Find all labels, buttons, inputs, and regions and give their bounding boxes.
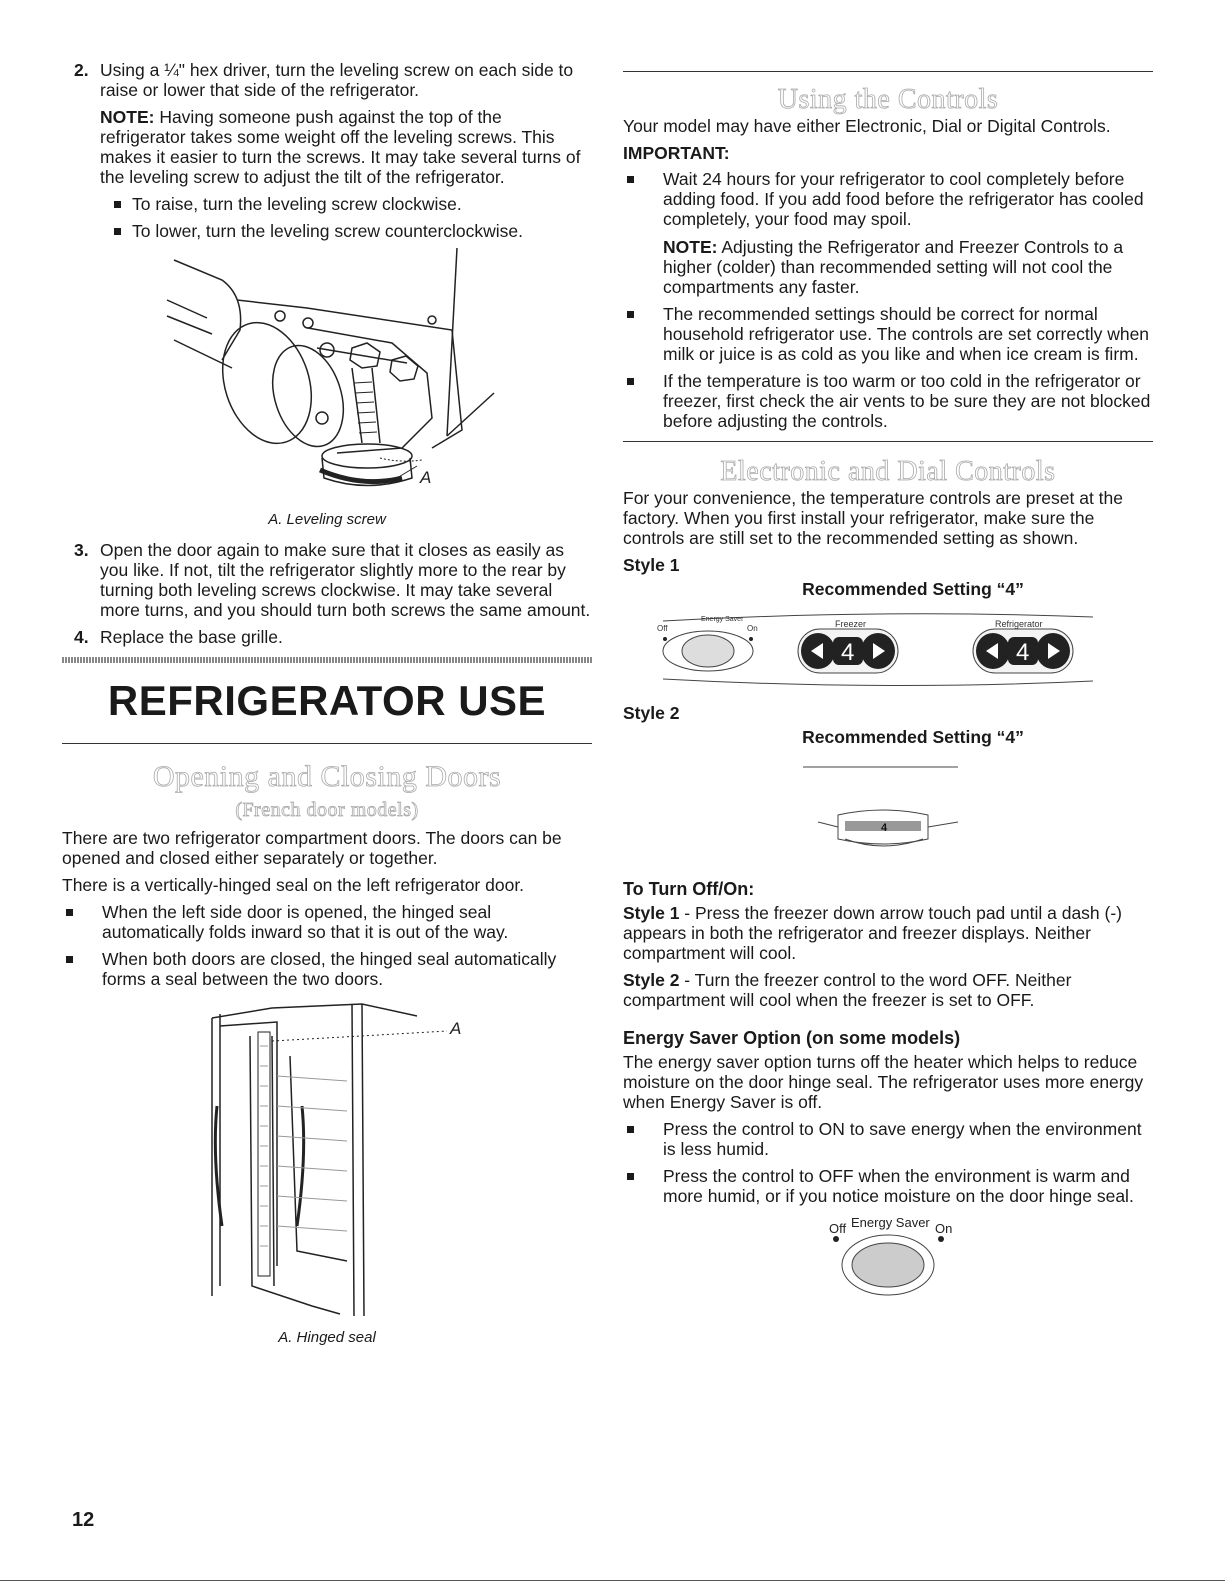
recommended-setting-1: Recommended Setting “4”	[802, 579, 1024, 599]
leveling-screw-illustration	[62, 248, 592, 508]
list-item: Press the control to ON to save energy when the environment is less humid.	[623, 1119, 1153, 1159]
turn-off-on-heading: To Turn Off/On:	[623, 879, 755, 899]
svg-text:On: On	[935, 1221, 953, 1236]
right-column	[623, 60, 1153, 1313]
controls-heading: Using the Controls	[777, 84, 999, 115]
figure-caption: A. Leveling screw	[268, 511, 386, 528]
important-note: NOTE: Adjusting the Refrigerator and Freezer Controls to a higher (colder) than recommended setting will not cool the compartments any faster.	[663, 237, 1124, 297]
svg-text:Refrigerator: Refrigerator	[995, 619, 1043, 629]
energy-saver-control	[623, 1213, 1153, 1313]
list-item: To lower, turn the leveling screw counterclockwise.	[62, 221, 592, 241]
leveling-bullets	[62, 194, 592, 241]
leveling-note	[62, 107, 592, 187]
dial-setting: 4	[881, 822, 888, 834]
doors-paragraph: There is a vertically-hinged seal on the left refrigerator door.	[62, 875, 525, 895]
svg-text:Energy Saver: Energy Saver	[851, 1215, 930, 1230]
list-item: If the temperature is too warm or too cold in the refrigerator or freezer, first check the air vents to be sure they are not blocked before adjusting the controls.	[623, 371, 1153, 431]
style-2-label: Style 2	[623, 703, 680, 723]
callout-a: A	[450, 1019, 462, 1038]
heading-rule	[623, 71, 1153, 72]
page-edge	[0, 1580, 1225, 1581]
style-2-dial	[623, 757, 1153, 867]
freezer-display: 4	[841, 639, 855, 666]
svg-text:On: On	[747, 624, 758, 633]
doors-heading: Opening and Closing Doors	[152, 760, 502, 793]
list-item: Press the control to OFF when the environment is warm and more humid, or if you notice moisture on the door hinge seal.	[623, 1166, 1153, 1206]
electronic-dial-heading: Electronic and Dial Controls	[720, 456, 1056, 487]
step-number: 2.	[74, 60, 89, 80]
note-label: NOTE:	[100, 107, 155, 127]
section-title: REFRIGERATOR USE	[107, 677, 547, 724]
svg-text:Off: Off	[829, 1221, 847, 1236]
electronic-dial-intro: For your convenience, the temperature controls are preset at the factory. When you first install your refrigerator, make sure the controls are still set to the recommended setting as shown.	[623, 488, 1123, 548]
svg-text:Freezer: Freezer	[835, 619, 867, 629]
step-3: 3. Open the door again to make sure that it closes as easily as you like. If not, tilt the refrigerator slightly more to the rear by turning both leveling screws clockwise. It may take several more turns, and you should turn both screws the same amount.	[74, 540, 591, 620]
list-item: Wait 24 hours for your refrigerator to cool completely before adding food. If you add food before the refrigerator has cooled completely, your food may spoil. NOTE: Adjusting the Refrigerator and Freezer Controls to a higher (colder) than recommended setting will not cool the compartments any faster.	[623, 169, 1153, 297]
doors-bullets	[62, 902, 592, 989]
turn-style-1: Style 1 - Press the freezer down arrow touch pad until a dash (-) appears in both the refrigerator and freezer displays. Neither compartment will cool.	[623, 903, 1123, 963]
refrigerator-display: 4	[1016, 639, 1030, 666]
list-item: The recommended settings should be correct for normal household refrigerator use. The controls are set correctly when milk or juice is as cold as you like and when ice cream is firm.	[623, 304, 1153, 364]
important-label: IMPORTANT:	[623, 143, 730, 163]
page-number: 12	[72, 1509, 95, 1531]
turn-style-2: Style 2 - Turn the freezer control to the word OFF. Neither compartment will cool when the freezer is set to OFF.	[623, 970, 1072, 1010]
heading-rule	[62, 743, 592, 744]
step-2	[62, 60, 592, 100]
svg-text:Off: Off	[657, 624, 668, 633]
energy-saver-paragraph: The energy saver option turns off the heater which helps to reduce moisture on the door hinge seal. The refrigerator uses more energy when Energy Saver is off.	[623, 1052, 1144, 1112]
list-item: To raise, turn the leveling screw clockwise.	[62, 194, 592, 214]
step-4: 4. Replace the base grille.	[74, 627, 283, 647]
doors-subheading: (French door models)	[235, 799, 419, 821]
left-column	[62, 60, 592, 1358]
energy-saver-heading: Energy Saver Option (on some models)	[623, 1028, 961, 1048]
callout-a: A	[420, 468, 432, 487]
energy-saver-bullets	[623, 1119, 1153, 1206]
style-1-label: Style 1	[623, 555, 680, 575]
figure-caption: A. Hinged seal	[278, 1329, 376, 1346]
note-text: Having someone push against the top of the refrigerator takes some weight off the leveling screws. This makes it easier to turn the screws. It may take several turns of the leveling screw to adjust the tilt of the refrigerator.	[100, 107, 581, 187]
svg-text:Energy Saver: Energy Saver	[701, 616, 744, 623]
heading-rule	[623, 441, 1153, 442]
french-door-illustration	[62, 996, 592, 1326]
controls-intro: Your model may have either Electronic, Dial or Digital Controls.	[623, 116, 1111, 136]
list-item: When the left side door is opened, the hinged seal automatically folds inward so that it is out of the way.	[62, 902, 592, 942]
recommended-setting-2: Recommended Setting “4”	[802, 727, 1024, 747]
doors-paragraph: There are two refrigerator compartment doors. The doors can be opened and closed either separately or together.	[62, 828, 562, 868]
style-1-control-panel	[623, 609, 1153, 689]
step-text: Using a ¼" hex driver, turn the leveling screw on each side to raise or lower that side of the refrigerator.	[100, 60, 574, 100]
list-item: When both doors are closed, the hinged seal automatically forms a seal between the two doors.	[62, 949, 592, 989]
section-divider	[62, 657, 592, 663]
important-bullets	[623, 169, 1153, 431]
